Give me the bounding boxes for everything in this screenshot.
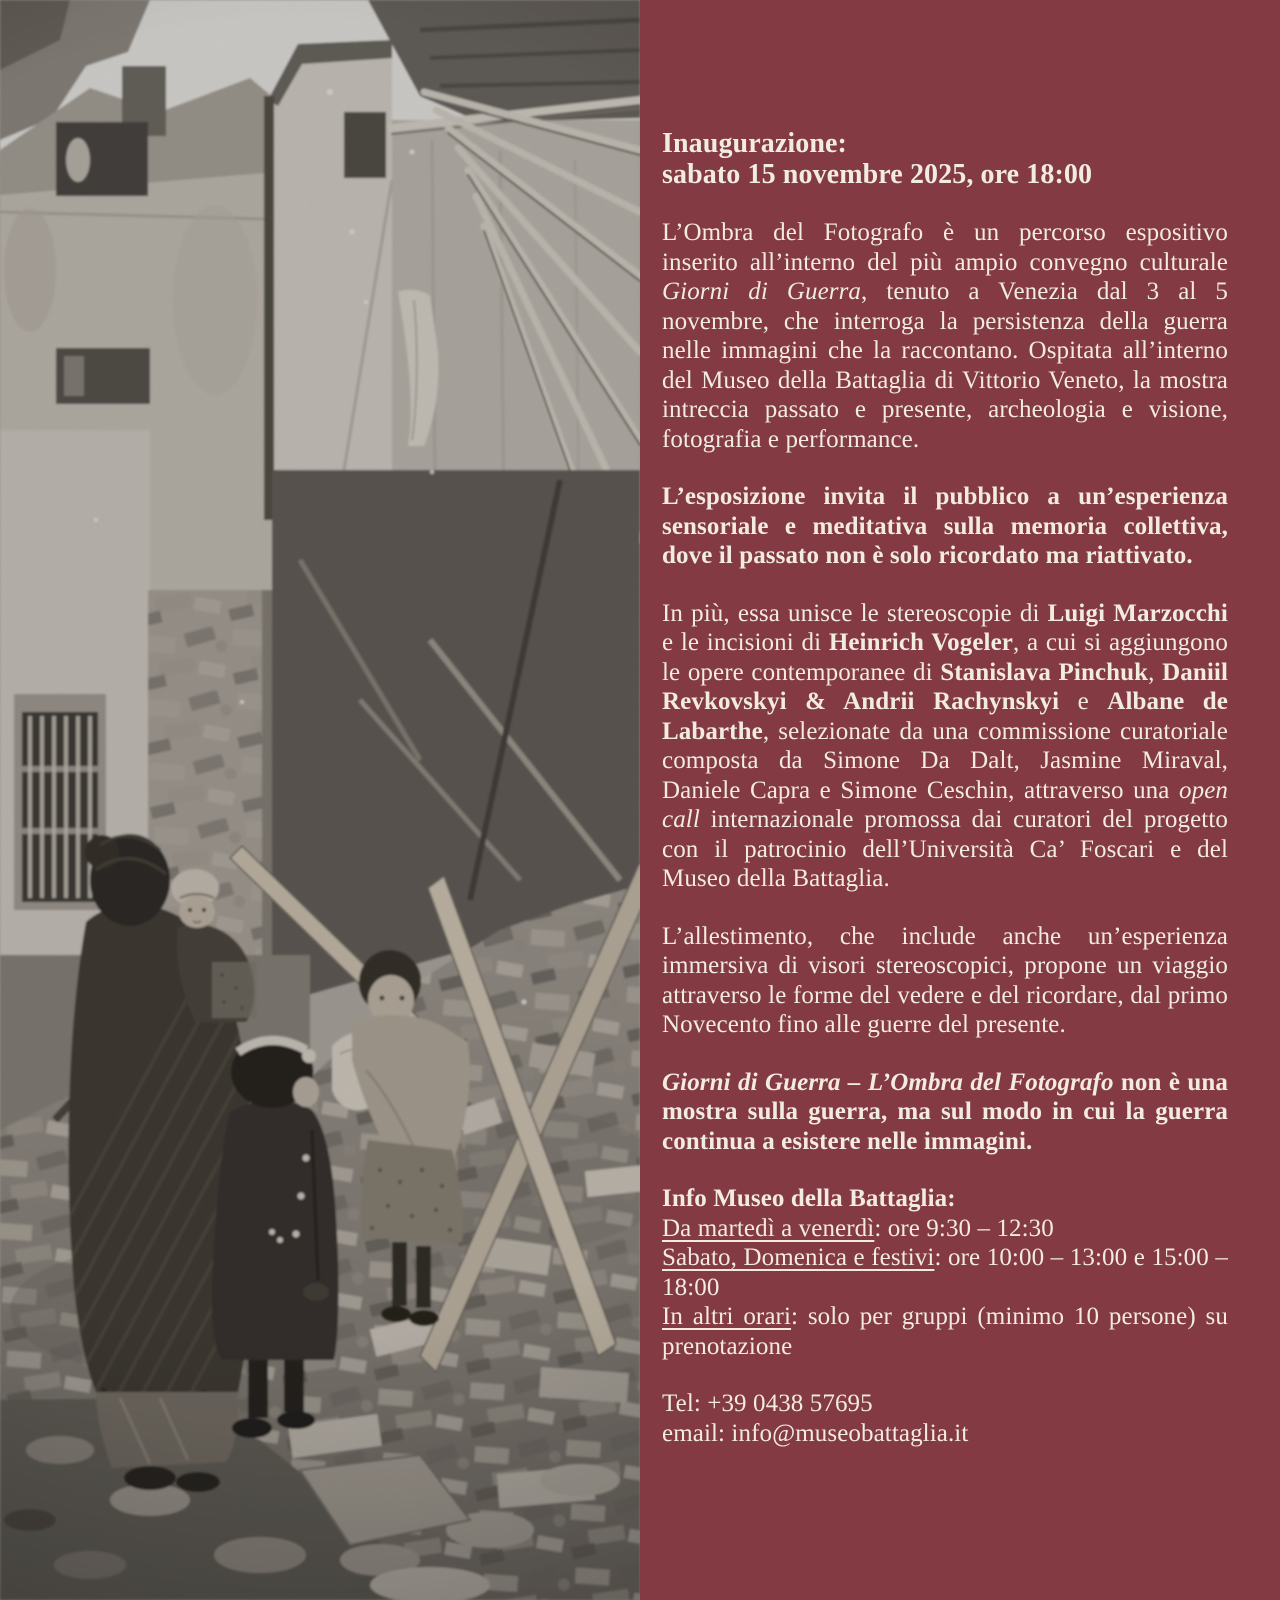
info-hours-weekdays-label: Da martedì a venerdì <box>662 1214 875 1242</box>
conference-title: Giorni di Guerra <box>662 278 862 305</box>
artist-labarthe: Albane de Labarthe <box>662 688 1228 745</box>
info-hours-weekend-value: : ore 10:00 – 13:00 e 15:00 – 18:00 <box>662 1244 1228 1301</box>
artists-s0: In più, essa unisce le stereoscopie di <box>662 599 1048 627</box>
intro-post: , tenuto a Venezia dal 3 al 5 novembre, che interroga la persistenza della guerra nelle immagini che la raccontano. Ospitata all’interno del Museo della Battaglia di Vittorio Veneto, la mostra intreccia passato e presente, archeologia e visione, fotografia e performance. <box>662 278 1228 453</box>
intro-paragraph <box>662 218 1228 454</box>
artist-marzocchi: Luigi Marzocchi <box>1047 599 1228 627</box>
artists-s2: e le incisioni di <box>662 629 829 656</box>
contact-block <box>662 1389 1228 1448</box>
email-line: email: info@museobattaglia.it <box>662 1419 969 1447</box>
text-pane <box>640 0 1280 1600</box>
artist-vogeler: Heinrich Vogeler <box>828 629 1013 656</box>
info-hours-other-value: : solo per gruppi (minimo 10 persone) su prenotazione <box>662 1303 1228 1360</box>
info-hours-weekend <box>662 1243 1228 1302</box>
artists-paragraph <box>662 599 1228 894</box>
artist-revkovskyi-rachynskyi: Daniil Revkovskyi & Andrii Rachynskyi <box>662 658 1229 715</box>
info-hours-weekend-label: Sabato, Domenica e festivi <box>662 1244 935 1271</box>
info-hours-other-label: In altri orari <box>662 1303 792 1330</box>
statement-rest: non è una mostra sulla guerra, ma sul modo in cui la guerra continua a esistere nelle immagini. <box>662 1068 1228 1155</box>
opening-heading <box>662 128 1228 190</box>
info-hours-weekdays <box>662 1214 1228 1244</box>
artists-s6: , <box>1148 658 1163 686</box>
opening-datetime: sabato 15 novembre 2025, ore 18:00 <box>662 159 1093 190</box>
info-block <box>662 1184 1228 1361</box>
artist-pinchuk: Stanislava Pinchuk <box>940 658 1149 686</box>
info-title: Info Museo della Battaglia: <box>662 1185 956 1212</box>
info-hours-weekdays-value: : ore 9:30 – 12:30 <box>874 1214 1054 1242</box>
artists-s10: , selezionate da una commissione curatoriale composta da Simone Da Dalt, Jasmine Miraval, Daniele Capra e Simone Ceschin, attraverso una <box>662 717 1228 804</box>
experience-paragraph: L’esposizione invita il pubblico a un’esperienza sensoriale e meditativa sulla memoria collettiva, dove il passato non è solo ricordato ma riattivato. <box>662 483 1228 569</box>
artists-s12: internazionale promossa dai curatori del progetto con il patrocinio dell’Università Ca’ Foscari e del Museo della Battaglia. <box>662 806 1228 892</box>
exhibition-title: Giorni di Guerra – L’Ombra del Fotografo <box>662 1068 1114 1096</box>
phone-line: Tel: +39 0438 57695 <box>662 1390 873 1417</box>
installation-paragraph: L’allestimento, che include anche un’esperienza immersiva di visori stereoscopici, propone un viaggio attraverso le forme del vedere e del ricordare, dal primo Novecento fino alle guerre del presente. <box>662 922 1228 1038</box>
info-hours-other <box>662 1302 1228 1361</box>
opening-label: Inaugurazione: <box>662 128 847 159</box>
open-call-term: open call <box>662 776 1228 833</box>
statement-paragraph <box>662 1068 1228 1157</box>
intro-pre: L’Ombra del Fotografo è un percorso espositivo inserito all’interno del più ampio convegno culturale <box>662 219 1228 276</box>
artists-s4: , a cui si aggiungono le opere contemporanee di <box>662 629 1228 686</box>
artists-s8: e <box>1059 688 1108 715</box>
